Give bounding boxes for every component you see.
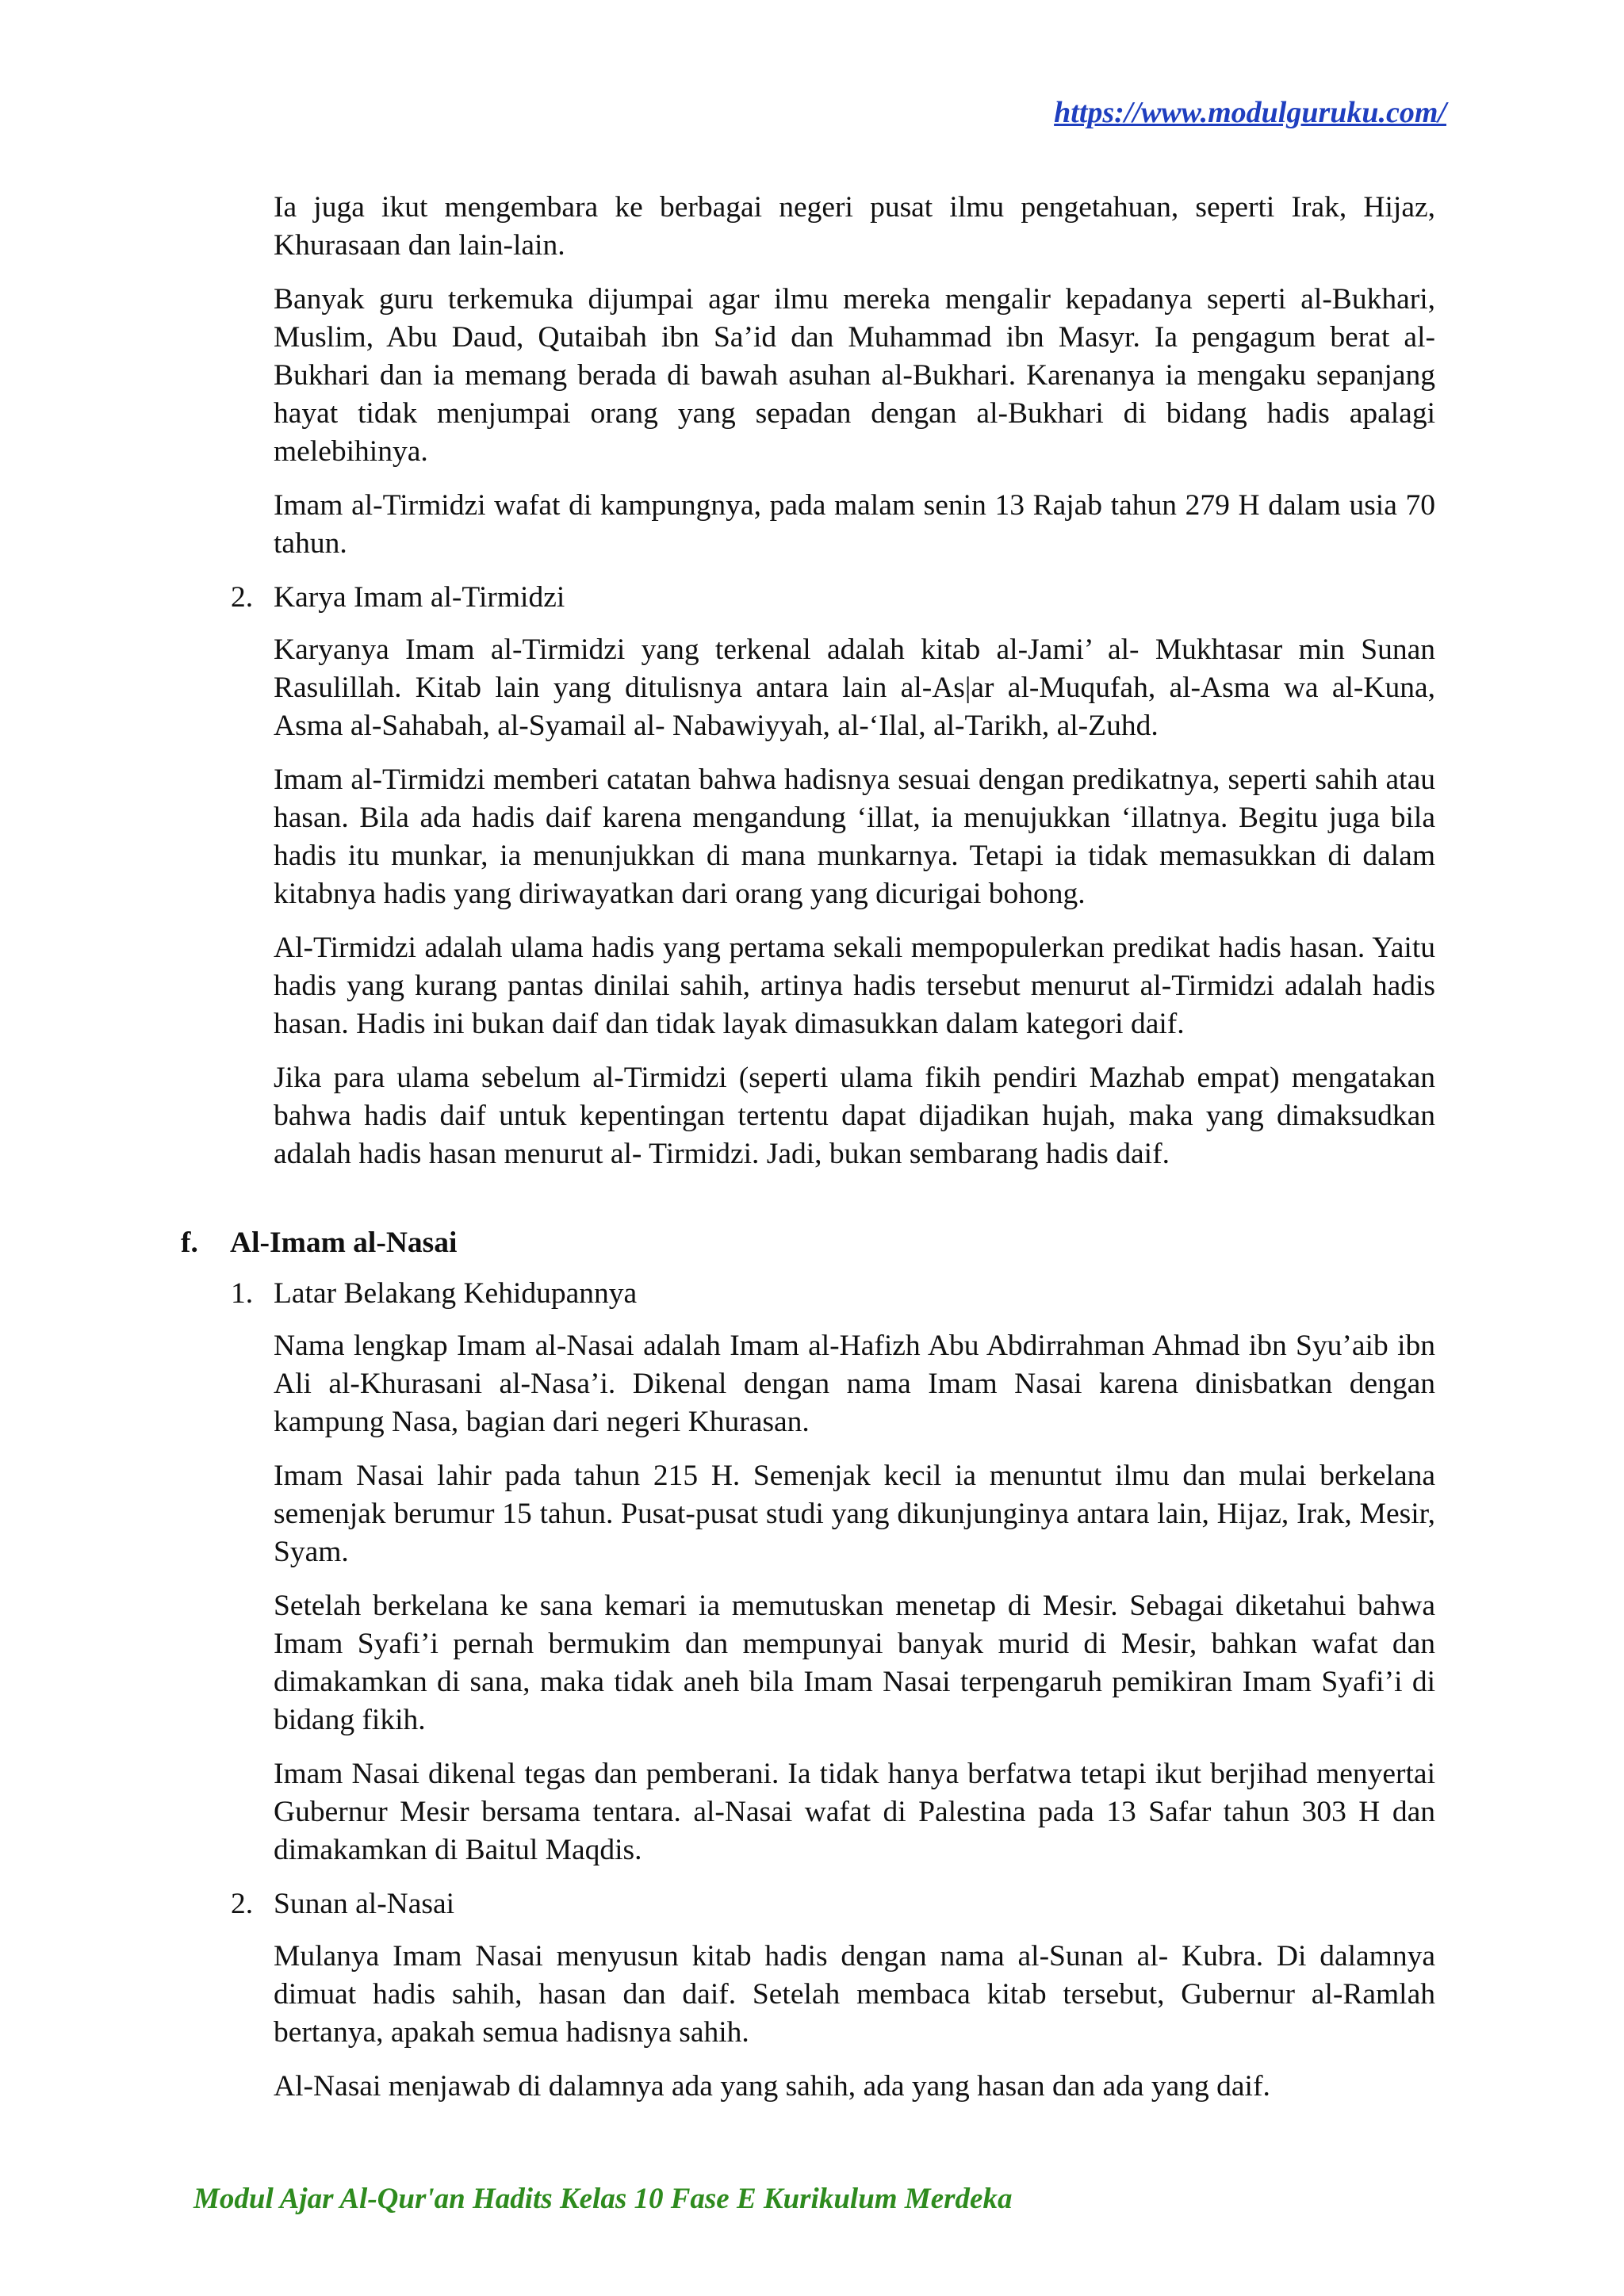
list-item-karya-heading bbox=[231, 579, 1435, 617]
list-item-title: Karya Imam al-Tirmidzi bbox=[274, 581, 565, 614]
list-item-title: Sunan al-Nasai bbox=[274, 1888, 455, 1920]
paragraph: Karyanya Imam al-Tirmidzi yang terkenal adalah kitab al-Jami’ al- Mukhtasar min Sunan Rasulillah. Kitab lain yang ditulisnya antara lain al-As|ar al-Muqufah, al-Asma wa al-Kuna, Asma al-Sahabah, al-Syamail al- Nabawiyyah, al-‘Ilal, al-Tarikh, al-Zuhd. bbox=[274, 633, 1435, 742]
paragraph: Imam Nasai lahir pada tahun 215 H. Semenjak kecil ia menuntut ilmu dan mulai berkelana semenjak berumur 15 tahun. Pusat-pusat studi yang dikunjunginya antara lain, Hijaz, Irak, Mesir, Syam. bbox=[274, 1460, 1435, 1568]
list-number: 2. bbox=[231, 1888, 254, 1920]
paragraph: Jika para ulama sebelum al-Tirmidzi (seperti ulama fikih pendiri Mazhab empat) mengatakan bahwa hadis daif untuk kepentingan tertentu dapat dijadikan hujah, maka yang dimaksudkan adalah hadis hasan menurut al- Tirmidzi. Jadi, bukan sembarang hadis daif. bbox=[274, 1062, 1435, 1170]
paragraph: Mulanya Imam Nasai menyusun kitab hadis dengan nama al-Sunan al- Kubra. Di dalamnya dimuat hadis sahih, hasan dan daif. Setelah membaca kitab tersebut, Gubernur al-Ramlah bertanya, apakah semua hadisnya sahih. bbox=[274, 1940, 1435, 2049]
paragraph: Setelah berkelana ke sana kemari ia memutuskan menetap di Mesir. Sebagai diketahui bahwa Imam Syafi’i pernah bermukim dan mempunyai banyak murid di Mesir, bahkan wafat dan dimakamkan di sana, maka tidak aneh bila Imam Nasai terpengaruh pemikiran Imam Syafi’i di bidang fikih. bbox=[274, 1590, 1435, 1736]
paragraph: Banyak guru terkemuka dijumpai agar ilmu mereka mengalir kepadanya seperti al-Bukhari, Muslim, Abu Daud, Qutaibah ibn Sa’id dan Muhammad ibn Masyr. Ia pengagum berat al-Bukhari dan ia memang berada di bawah asuhan al-Bukhari. Karenanya ia mengaku sepanjang hayat tidak menjumpai orang yang sepadan dengan al-Bukhari di bidang hadis apalagi melebihinya. bbox=[274, 283, 1435, 468]
document-body bbox=[0, 189, 1624, 2122]
list-item-sunan-heading bbox=[231, 1885, 1435, 1923]
paragraph: Imam al-Tirmidzi wafat di kampungnya, pada malam senin 13 Rajab tahun 279 H dalam usia 70 tahun. bbox=[274, 489, 1435, 560]
paragraph: Ia juga ikut mengembara ke berbagai negeri pusat ilmu pengetahuan, seperti Irak, Hijaz, Khurasaan dan lain-lain. bbox=[274, 191, 1435, 262]
paragraph: Imam Nasai dikenal tegas dan pemberani. Ia tidak hanya berfatwa tetapi ikut berjihad menyertai Gubernur Mesir bersama tentara. al-Nasai wafat di Palestina pada 13 Safar tahun 303 H dan dimakamkan di Baitul Maqdis. bbox=[274, 1758, 1435, 1866]
paragraph: Al-Tirmidzi adalah ulama hadis yang pertama sekali mempopulerkan predikat hadis hasan. Yaitu hadis yang kurang pantas dinilai sahih, artinya hadis tersebut menurut al-Tirmidzi adalah hadis hasan. Hadis ini bukan daif dan tidak layak dimasukkan dalam kategori daif. bbox=[274, 932, 1435, 1040]
section-letter: f. bbox=[181, 1226, 198, 1259]
header-url-link[interactable]: https://www.modulguruku.com/ bbox=[1054, 96, 1446, 129]
list-item-title: Latar Belakang Kehidupannya bbox=[274, 1277, 638, 1310]
paragraph: Nama lengkap Imam al-Nasai adalah Imam al-Hafizh Abu Abdirrahman Ahmad ibn Syu’aib ibn Ali al-Khurasani al-Nasa’i. Dikenal dengan nama Imam Nasai karena dinisbatkan dengan kampung Nasa, bagian dari negeri Khurasan. bbox=[274, 1330, 1435, 1438]
paragraph: Imam al-Tirmidzi memberi catatan bahwa hadisnya sesuai dengan predikatnya, seperti sahih atau hasan. Bila ada hadis daif karena mengandung ‘illat, ia menujukkan ‘illatnya. Begitu juga bila hadis itu munkar, ia menunjukkan di mana munkarnya. Tetapi ia tidak memasukkan di dalam kitabnya hadis yang diriwayatkan dari orang yang dicurigai bohong. bbox=[274, 763, 1435, 910]
list-number: 1. bbox=[231, 1277, 254, 1310]
list-number: 2. bbox=[231, 581, 254, 614]
section-title: Al-Imam al-Nasai bbox=[230, 1226, 458, 1259]
paragraph: Al-Nasai menjawab di dalamnya ada yang sahih, ada yang hasan dan ada yang daif. bbox=[274, 2070, 1270, 2103]
page-footer: Modul Ajar Al-Qur'an Hadits Kelas 10 Fase E Kurikulum Merdeka bbox=[193, 2183, 1013, 2215]
section-heading-nasai bbox=[181, 1224, 1624, 1262]
list-item-latar-belakang-heading bbox=[231, 1275, 1435, 1313]
